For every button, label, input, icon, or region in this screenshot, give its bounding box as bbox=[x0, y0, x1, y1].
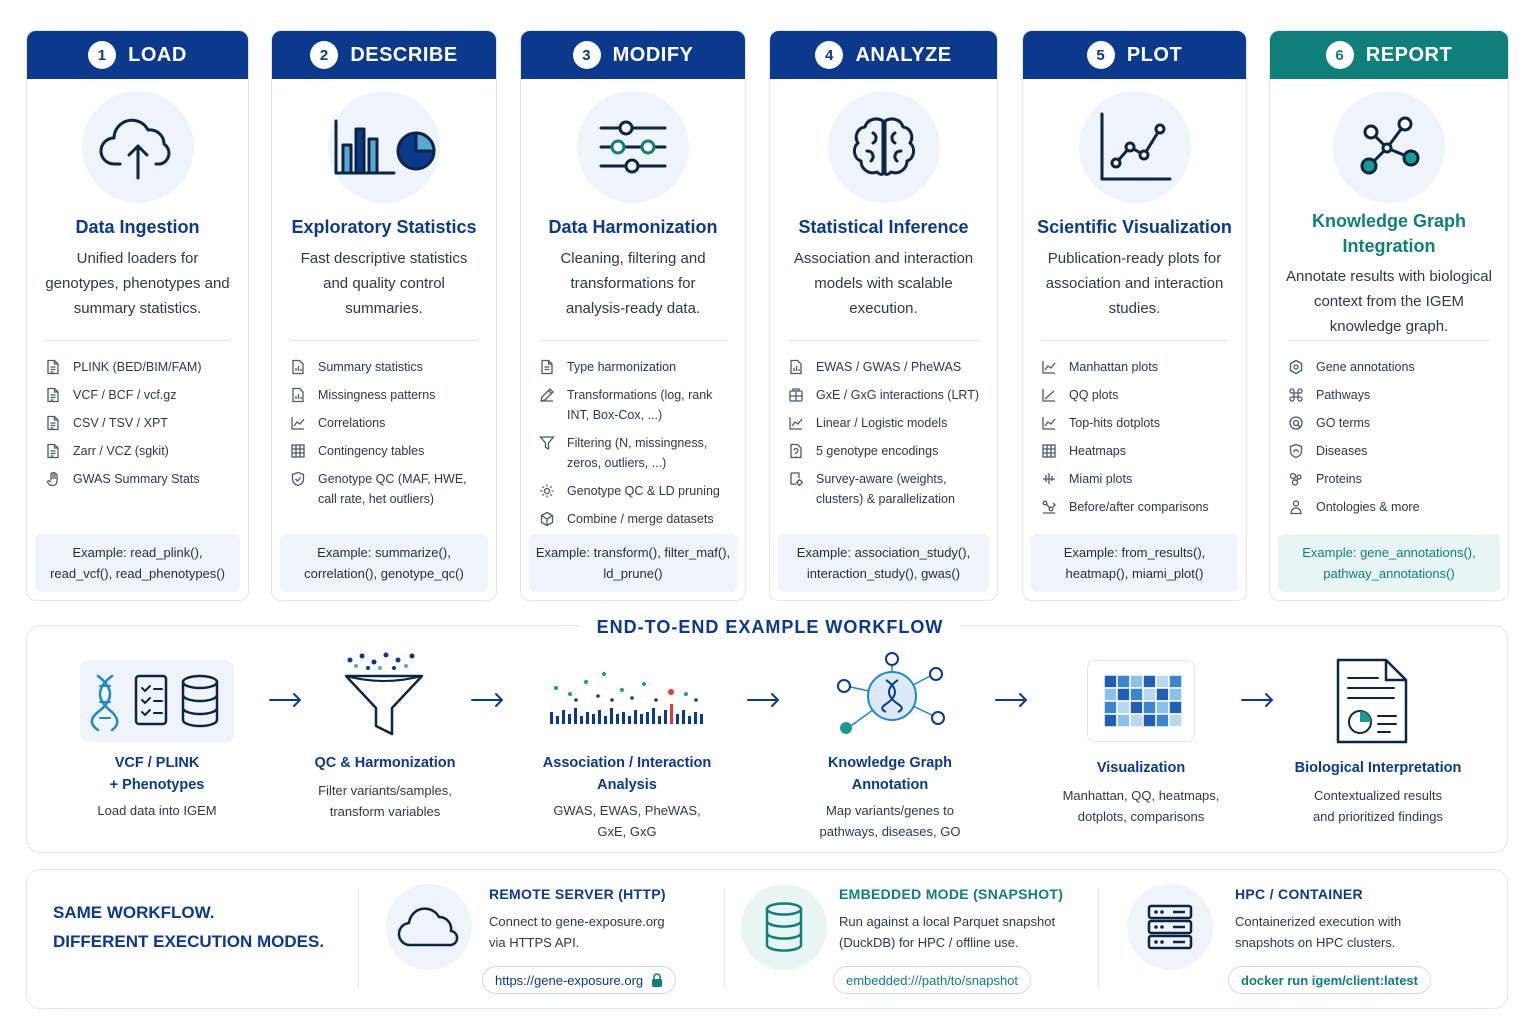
stage-description: Unified loaders for genotypes, phenotypes and summary statistics. bbox=[45, 250, 230, 317]
compare-icon bbox=[1041, 499, 1057, 515]
feature-list bbox=[27, 357, 248, 489]
feature-item: CSV / TSV / XPT bbox=[45, 413, 232, 433]
pen-icon bbox=[539, 387, 555, 403]
feature-list bbox=[1023, 357, 1246, 517]
step-title: + Phenotypes bbox=[109, 777, 205, 793]
file-icon bbox=[45, 415, 61, 431]
feature-item: Proteins bbox=[1288, 469, 1492, 489]
dna-files-database-icon bbox=[80, 660, 234, 742]
doc-chart-icon bbox=[290, 359, 306, 375]
step-title: Biological Interpretation bbox=[1294, 760, 1462, 776]
hand-icon bbox=[45, 471, 61, 487]
stage-label: MODIFY bbox=[612, 43, 694, 66]
mode-description: Run against a local Parquet snapshot (DuckDB) for HPC / offline use. bbox=[839, 914, 1056, 950]
example-code-box: Example: gene_annotations(), pathway_annotations() bbox=[1278, 534, 1500, 592]
grid-icon bbox=[788, 387, 804, 403]
step-description: dotplots, comparisons bbox=[1077, 809, 1205, 824]
shield-icon bbox=[1288, 443, 1304, 459]
step-title: QC & Harmonization bbox=[314, 755, 456, 771]
trend-icon bbox=[1041, 387, 1057, 403]
feature-item: Correlations bbox=[290, 413, 480, 433]
bar-pie-chart-icon bbox=[328, 91, 440, 203]
divider bbox=[1041, 340, 1228, 341]
snapshot-path-pill[interactable]: embedded:///path/to/snapshot bbox=[833, 966, 1031, 994]
stage-description: Fast descriptive statistics and quality control summaries. bbox=[300, 250, 468, 317]
stage-header bbox=[27, 31, 248, 79]
stage-card-report bbox=[1269, 30, 1509, 601]
example-code-box: Example: from_results(), heatmap(), miami_plot() bbox=[1031, 534, 1238, 592]
feature-list bbox=[1270, 357, 1508, 517]
arrow-right-icon bbox=[268, 690, 304, 710]
feature-item: Gene annotations bbox=[1288, 357, 1492, 377]
feature-item: Miami plots bbox=[1041, 469, 1230, 489]
step-description: Contextualized results bbox=[1314, 788, 1442, 803]
divider bbox=[290, 340, 478, 341]
stage-header bbox=[521, 31, 745, 79]
feature-item: Zarr / VCZ (sgkit) bbox=[45, 441, 232, 461]
feature-item: Linear / Logistic models bbox=[788, 413, 981, 433]
server-rack-icon bbox=[1127, 884, 1213, 970]
lock-icon bbox=[651, 973, 663, 987]
file-icon bbox=[45, 387, 61, 403]
feature-list bbox=[770, 357, 997, 509]
feature-item: VCF / BCF / vcf.gz bbox=[45, 385, 232, 405]
mode-description: Containerized execution with snapshots on HPC clusters. bbox=[1235, 914, 1402, 950]
table-icon bbox=[290, 443, 306, 459]
table-icon bbox=[1041, 443, 1057, 459]
feature-item: GO terms bbox=[1288, 413, 1492, 433]
person-icon bbox=[1288, 499, 1304, 515]
sliders-icon bbox=[577, 91, 689, 203]
mode-title: HPC / CONTAINER bbox=[1235, 886, 1363, 902]
stage-title: Data Ingestion bbox=[75, 217, 200, 237]
stage-card-modify bbox=[520, 30, 746, 601]
stage-description: Annotate results with biological context from the IGEM knowledge graph. bbox=[1286, 268, 1492, 335]
stage-description: Association and interaction models with scalable execution. bbox=[793, 250, 974, 317]
feature-item: Top-hits dotplots bbox=[1041, 413, 1230, 433]
stage-label: ANALYZE bbox=[855, 43, 952, 66]
feature-item: Ontologies & more bbox=[1288, 497, 1492, 517]
feature-item: Genotype QC (MAF, HWE, call rate, het outliers) bbox=[290, 469, 480, 509]
gear-icon bbox=[1288, 359, 1304, 375]
cloud-upload-icon bbox=[82, 91, 194, 203]
command-icon bbox=[1288, 387, 1304, 403]
brain-icon bbox=[828, 91, 940, 203]
stage-title: Exploratory Statistics bbox=[291, 217, 477, 237]
step-description: and prioritized findings bbox=[1312, 809, 1444, 824]
file-icon bbox=[45, 443, 61, 459]
gear-icon bbox=[539, 483, 555, 499]
merge-icon bbox=[539, 511, 555, 527]
knowledge-graph-dna-icon bbox=[834, 650, 950, 744]
feature-item: Before/after comparisons bbox=[1041, 497, 1230, 517]
step-description: GxE, GxG bbox=[597, 824, 657, 839]
divider bbox=[45, 340, 230, 341]
feature-item: Pathways bbox=[1288, 385, 1492, 405]
feature-item: QQ plots bbox=[1041, 385, 1230, 405]
step-title: Association / Interaction bbox=[542, 755, 712, 771]
feature-item: 5 genotype encodings bbox=[788, 441, 981, 461]
step-title: Knowledge Graph bbox=[827, 755, 953, 771]
arrow-right-icon bbox=[1240, 690, 1276, 710]
feature-item: Survey-aware (weights, clusters) & parallelization bbox=[788, 469, 981, 509]
doc-chart-icon bbox=[290, 387, 306, 403]
trend-icon bbox=[788, 415, 804, 431]
stage-card-describe bbox=[271, 30, 497, 601]
heatmap-icon bbox=[1087, 660, 1195, 742]
stage-description: Publication-ready plots for association and interaction studies. bbox=[1045, 250, 1224, 317]
step-description: Map variants/genes to bbox=[826, 803, 954, 818]
feature-item: Filtering (N, missingness, zeros, outliers, ...) bbox=[539, 433, 729, 473]
manhattan-plot-icon bbox=[546, 664, 708, 728]
stage-number: 3 bbox=[573, 41, 601, 69]
arrow-right-icon bbox=[470, 690, 506, 710]
step-description: pathways, diseases, GO bbox=[819, 824, 961, 839]
stage-number: 2 bbox=[310, 41, 338, 69]
report-document-icon bbox=[1334, 656, 1410, 746]
file-icon bbox=[45, 359, 61, 375]
filter-icon bbox=[539, 435, 555, 451]
arrow-right-icon bbox=[746, 690, 782, 710]
feature-item: Diseases bbox=[1288, 441, 1492, 461]
stage-label: LOAD bbox=[128, 43, 187, 66]
gear-icon bbox=[788, 471, 804, 487]
target-icon bbox=[1288, 415, 1304, 431]
divider bbox=[788, 340, 979, 341]
mode-title: REMOTE SERVER (HTTP) bbox=[489, 886, 666, 902]
workflow-title: END-TO-END EXAMPLE WORKFLOW bbox=[580, 617, 960, 638]
workflow-step-knowledge-graph bbox=[796, 752, 984, 842]
trend-icon bbox=[1041, 359, 1057, 375]
stage-number: 6 bbox=[1326, 41, 1354, 69]
step-description: GWAS, EWAS, PheWAS, bbox=[553, 803, 701, 818]
stage-description: Cleaning, filtering and transformations for analysis-ready data. bbox=[560, 250, 706, 317]
modes-headline: SAME WORKFLOW. DIFFERENT EXECUTION MODES. bbox=[53, 903, 325, 951]
feature-item: Genotype QC & LD pruning bbox=[539, 481, 729, 501]
example-code-box: Example: read_plink(), read_vcf(), read_phenotypes() bbox=[35, 534, 240, 592]
feature-item: EWAS / GWAS / PheWAS bbox=[788, 357, 981, 377]
docker-command-pill[interactable]: docker run igem/client:latest bbox=[1228, 966, 1431, 994]
trend-icon bbox=[1041, 415, 1057, 431]
divider bbox=[724, 888, 725, 988]
doc-chart-icon bbox=[788, 443, 804, 459]
mode-title: EMBEDDED MODE (SNAPSHOT) bbox=[839, 886, 1064, 902]
database-icon bbox=[741, 884, 827, 970]
example-code-box: Example: association_study(), interaction_study(), gwas() bbox=[778, 534, 989, 592]
feature-list bbox=[521, 357, 745, 529]
step-title: Analysis bbox=[597, 777, 657, 793]
divider bbox=[358, 888, 359, 988]
stage-number: 5 bbox=[1087, 41, 1115, 69]
arrow-right-icon bbox=[994, 690, 1030, 710]
workflow-step-association bbox=[520, 752, 734, 842]
stage-number: 4 bbox=[815, 41, 843, 69]
stage-header bbox=[1023, 31, 1246, 79]
feature-item: Heatmaps bbox=[1041, 441, 1230, 461]
trend-icon bbox=[290, 415, 306, 431]
feature-list bbox=[272, 357, 496, 509]
step-description: Filter variants/samples, bbox=[318, 783, 452, 798]
stage-title: Statistical Inference bbox=[798, 217, 969, 237]
feature-item: PLINK (BED/BIM/FAM) bbox=[45, 357, 232, 377]
cloud-icon bbox=[386, 884, 472, 970]
divider bbox=[1098, 888, 1099, 988]
feature-item: Combine / merge datasets bbox=[539, 509, 729, 529]
feature-item: Missingness patterns bbox=[290, 385, 480, 405]
feature-item: Summary statistics bbox=[290, 357, 480, 377]
shield-icon bbox=[290, 471, 306, 487]
step-title: Visualization bbox=[1096, 760, 1186, 776]
stage-label: DESCRIBE bbox=[350, 43, 458, 66]
feature-item: GxE / GxG interactions (LRT) bbox=[788, 385, 981, 405]
step-title: Annotation bbox=[851, 777, 929, 793]
workflow-step-visualization bbox=[1046, 757, 1236, 827]
stage-title: Scientific Visualization bbox=[1037, 217, 1232, 237]
workflow-step-interpretation bbox=[1282, 757, 1474, 827]
step-description: Load data into IGEM bbox=[97, 803, 217, 818]
stage-header bbox=[272, 31, 496, 79]
stage-card-load bbox=[26, 30, 249, 601]
stage-label: PLOT bbox=[1126, 43, 1183, 66]
stage-label: REPORT bbox=[1365, 43, 1453, 66]
example-code-box: Example: summarize(), correlation(), genotype_qc() bbox=[280, 534, 488, 592]
divider bbox=[1288, 340, 1490, 341]
stage-number: 1 bbox=[88, 41, 116, 69]
feature-item: GWAS Summary Stats bbox=[45, 469, 232, 489]
doc-chart-icon bbox=[788, 359, 804, 375]
mirror-icon bbox=[1041, 471, 1057, 487]
mode-description: Connect to gene-exposure.org via HTTPS API. bbox=[489, 914, 665, 950]
stage-title: Data Harmonization bbox=[548, 217, 718, 237]
step-description: transform variables bbox=[329, 804, 441, 819]
workflow-step-qc bbox=[290, 752, 480, 822]
graph-nodes-icon bbox=[1333, 91, 1445, 203]
stage-title: Knowledge Graph Integration bbox=[1311, 211, 1466, 256]
stage-header bbox=[1270, 31, 1508, 79]
stage-header bbox=[770, 31, 997, 79]
step-title: VCF / PLINK bbox=[114, 755, 200, 771]
file-icon bbox=[539, 359, 555, 375]
feature-item: Contingency tables bbox=[290, 441, 480, 461]
feature-item: Transformations (log, rank INT, Box-Cox, ...) bbox=[539, 385, 729, 425]
divider bbox=[539, 340, 727, 341]
funnel-icon bbox=[336, 650, 432, 740]
feature-item: Type harmonization bbox=[539, 357, 729, 377]
stage-card-plot bbox=[1022, 30, 1247, 601]
stage-card-analyze bbox=[769, 30, 998, 601]
line-chart-icon bbox=[1079, 91, 1191, 203]
example-code-box: Example: transform(), filter_maf(), ld_prune() bbox=[529, 534, 737, 592]
step-description: Manhattan, QQ, heatmaps, bbox=[1062, 788, 1220, 803]
molecule-icon bbox=[1288, 471, 1304, 487]
workflow-step-load bbox=[60, 752, 254, 821]
feature-item: Manhattan plots bbox=[1041, 357, 1230, 377]
server-url-pill[interactable]: https://gene-exposure.org bbox=[482, 966, 676, 994]
